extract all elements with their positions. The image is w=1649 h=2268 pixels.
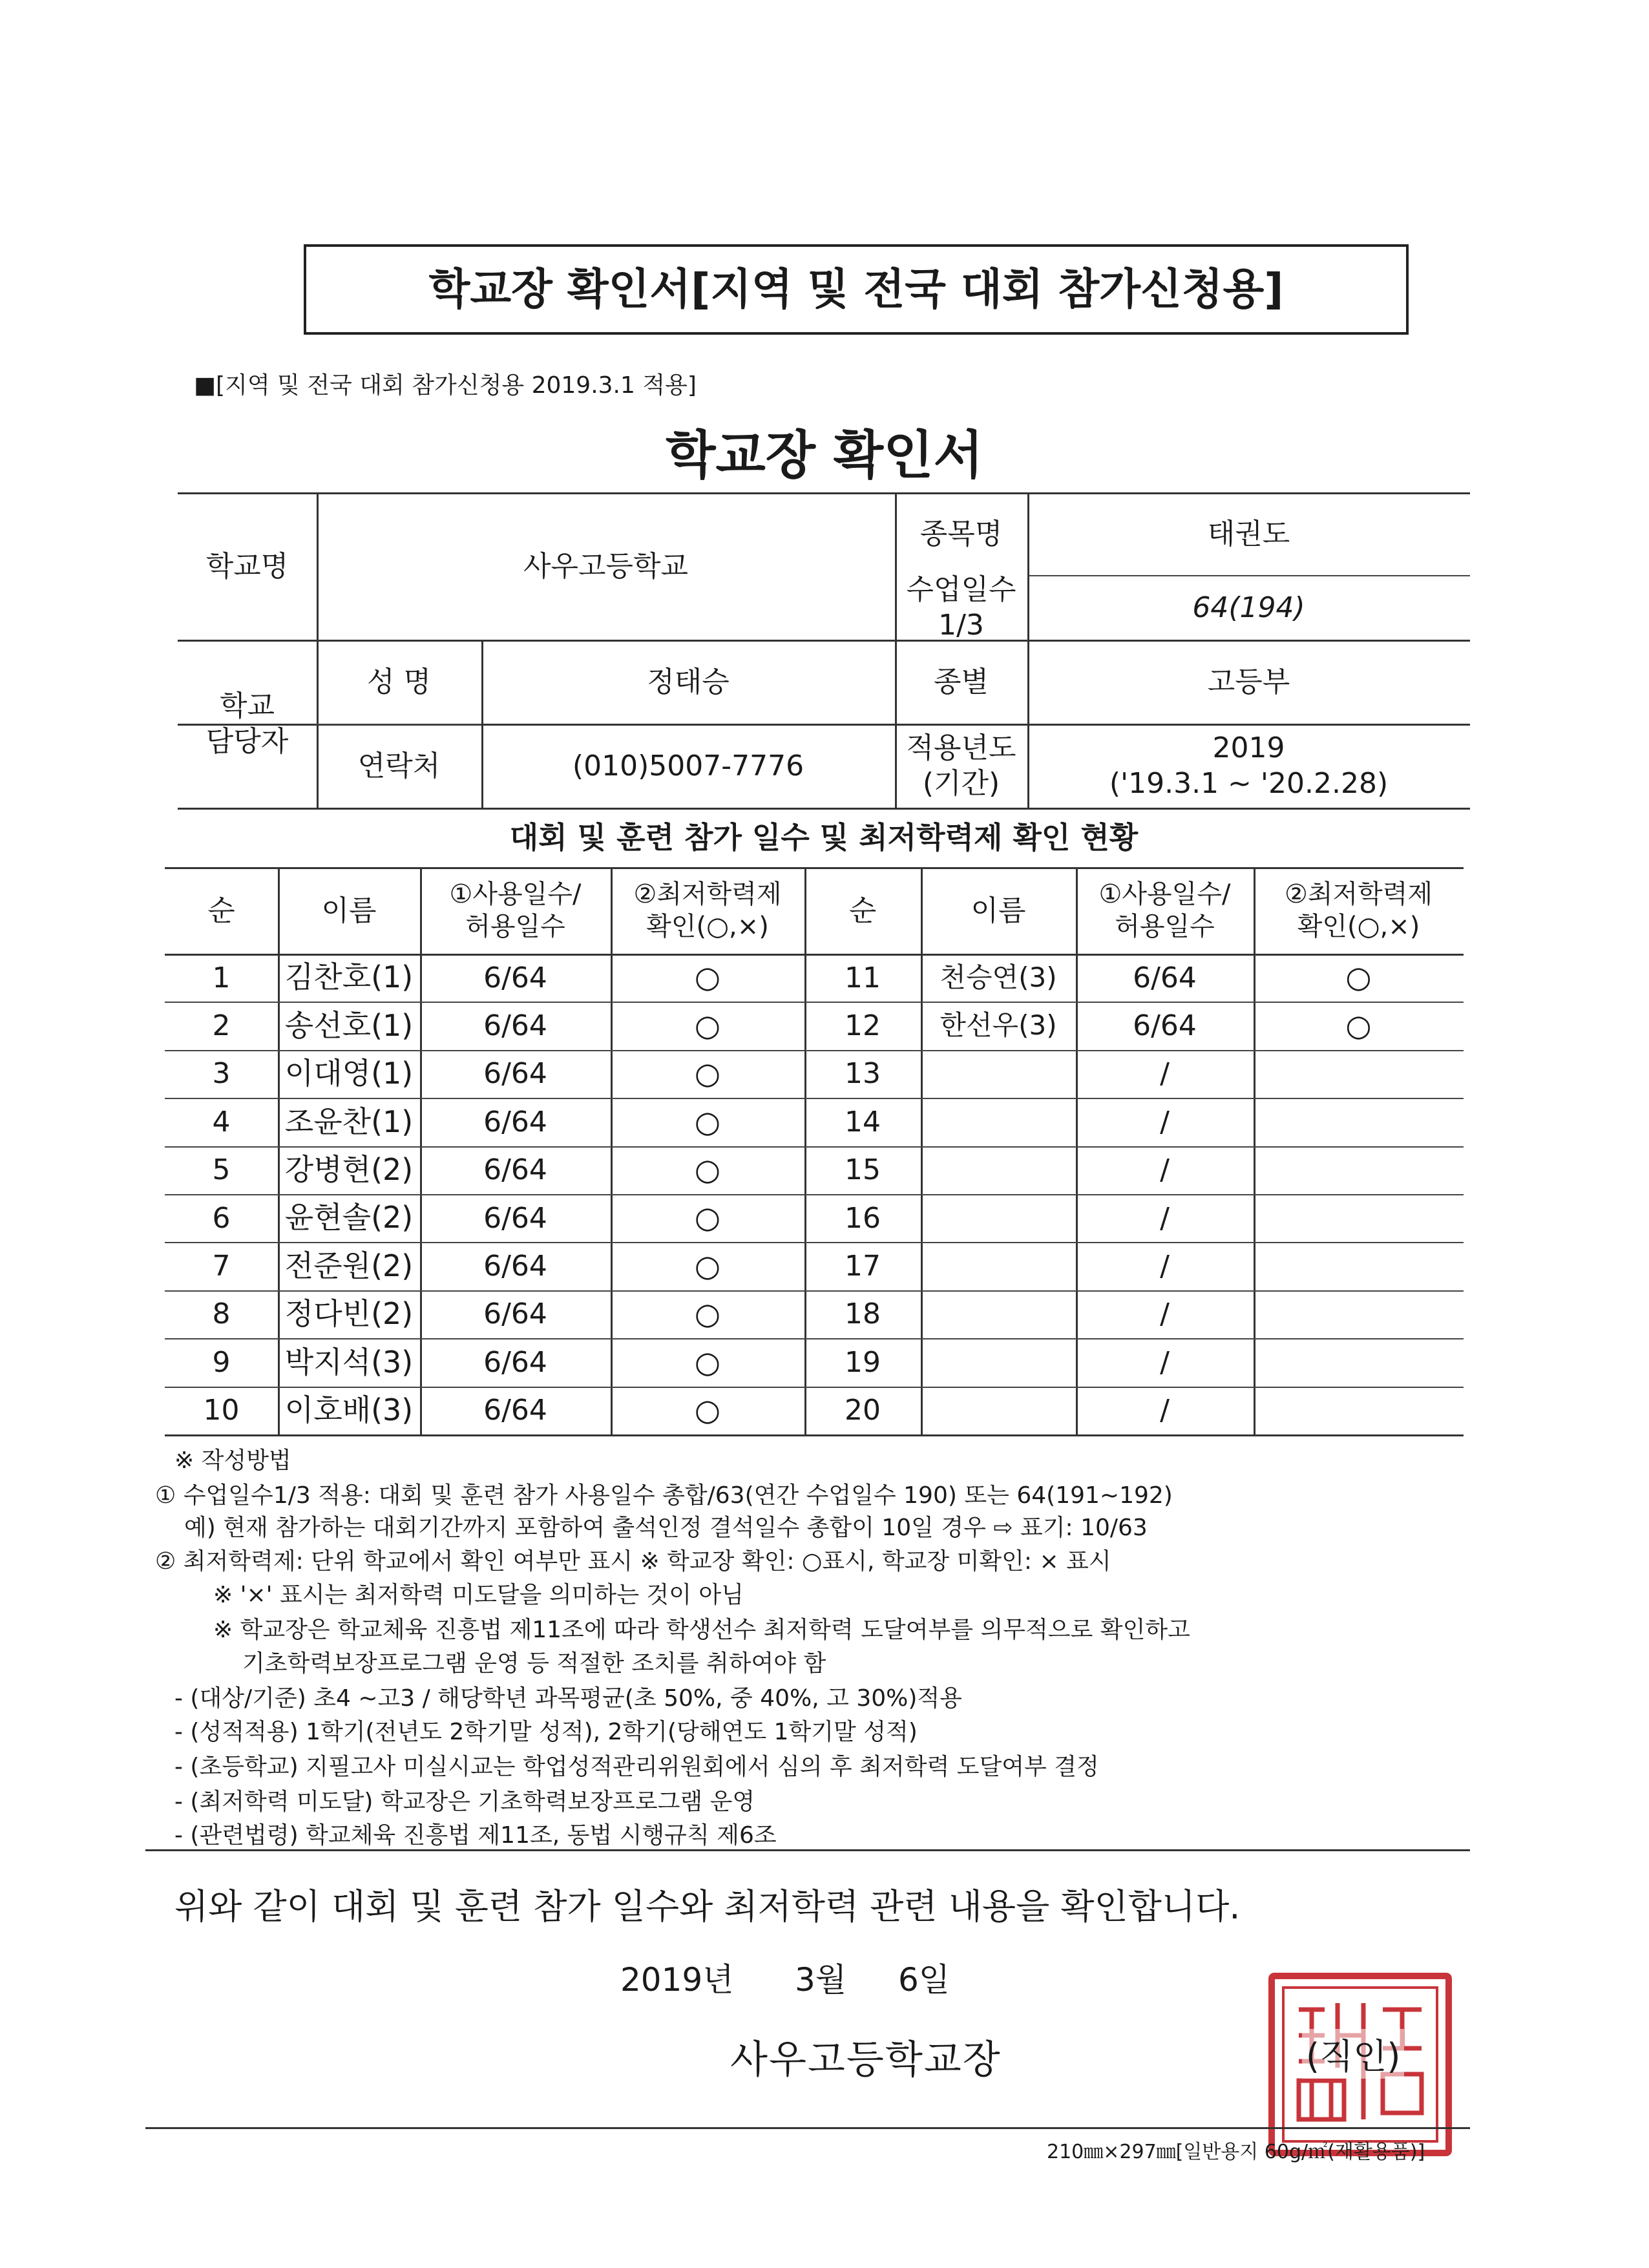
check-mark xyxy=(1254,1098,1464,1146)
row-number: 2 xyxy=(212,1009,231,1043)
header-no-left: 순 xyxy=(207,894,235,927)
notes-heading: ※ 작성방법 xyxy=(174,1447,291,1474)
days-used: / xyxy=(1160,1201,1170,1235)
days-used: / xyxy=(1160,1345,1170,1379)
check-mark xyxy=(1254,1242,1464,1290)
check-mark xyxy=(1254,1146,1464,1194)
row-number: 3 xyxy=(212,1057,231,1091)
header-days-line1: ①사용일수/ xyxy=(449,879,582,909)
note-line: - (관련법령) 학교체육 진흥법 제11조, 동법 시행규칙 제6조 xyxy=(174,1822,777,1849)
header-days-left xyxy=(420,867,611,954)
event-label: 종목명 xyxy=(919,517,1003,551)
check-mark: ○ xyxy=(694,960,721,995)
subheader: ■[지역 및 전국 대회 참가신청용 2019.3.1 적용] xyxy=(194,372,697,399)
check-mark: ○ xyxy=(694,1248,721,1283)
year-label-line2: (기간) xyxy=(922,767,1000,800)
days-used: 6/64 xyxy=(483,1153,547,1187)
student-name: 윤현솔(2) xyxy=(284,1200,414,1235)
note-line: ※ 학교장은 학교체육 진흥법 제11조에 따라 학생선수 최저학력 도달여부를 의무적으로 확인하고 xyxy=(213,1617,1190,1643)
student-name: 이대영(1) xyxy=(284,1056,414,1091)
note-line: ② 최저학력제: 단위 학교에서 확인 여부만 표시 ※ 학교장 확인: ○표시, 학교장 미확인: × 표시 xyxy=(155,1548,1111,1575)
date-day: 6일 xyxy=(898,1961,951,1999)
days-label-line1: 수업일수 xyxy=(906,573,1016,606)
row-number: 13 xyxy=(845,1057,881,1091)
days-used: / xyxy=(1160,1105,1170,1139)
check-mark xyxy=(1254,1290,1464,1338)
section-title: 대회 및 훈련 참가 일수 및 최저학력제 확인 현황 xyxy=(509,820,1139,856)
header-name-right: 이름 xyxy=(971,894,1026,927)
date-year: 2019년 xyxy=(620,1961,734,1999)
division-value: 고등부 xyxy=(1207,665,1290,698)
days-used: 6/64 xyxy=(483,1057,547,1091)
date-month: 3월 xyxy=(795,1961,847,1999)
student-name xyxy=(921,1338,1076,1386)
row-number: 9 xyxy=(212,1345,231,1379)
student-name xyxy=(921,1050,1076,1098)
signer: 사우고등학교장 xyxy=(730,2037,1002,2083)
student-name xyxy=(921,1146,1076,1194)
header-check-left xyxy=(611,867,804,954)
check-mark: ○ xyxy=(694,1007,721,1043)
event-value: 태권도 xyxy=(1207,517,1290,551)
year-value-line2: ('19.3.1 ~ '20.2.28) xyxy=(1109,767,1389,800)
row-number: 10 xyxy=(203,1394,240,1427)
row-number: 5 xyxy=(212,1153,231,1187)
student-name: 박지석(3) xyxy=(284,1344,414,1380)
check-mark: ○ xyxy=(694,1392,721,1428)
contact-group-line1: 학교 xyxy=(219,689,275,722)
year-label-line1: 적용년도 xyxy=(906,731,1016,764)
header-check-line2: 확인(○,×) xyxy=(1297,912,1420,941)
note-line: 기초학력보장프로그램 운영 등 적절한 조치를 취하여야 함 xyxy=(242,1650,826,1677)
year-label xyxy=(895,724,1027,808)
days-used: 6/64 xyxy=(483,1345,547,1379)
days-label xyxy=(895,575,1027,640)
check-mark: ○ xyxy=(1345,960,1372,995)
student-name: 송선호(1) xyxy=(284,1007,414,1043)
seal-label: (직인) xyxy=(1302,2029,1404,2079)
note-line: - (최저학력 미도달) 학교장은 기초학력보장프로그램 운영 xyxy=(174,1789,755,1815)
note-line: 예) 현재 참가하는 대회기간까지 포함하여 출석인정 결석일수 총합이 10일 경우 ⇨ 표기: 10/63 xyxy=(184,1515,1148,1541)
check-mark: ○ xyxy=(694,1104,721,1139)
row-number: 20 xyxy=(845,1394,881,1427)
check-mark: ○ xyxy=(694,1296,721,1332)
days-used: / xyxy=(1160,1250,1170,1283)
footer-divider xyxy=(145,2127,1470,2129)
check-mark: ○ xyxy=(694,1344,721,1380)
confirmation-statement: 위와 같이 대회 및 훈련 참가 일수와 최저학력 관련 내용을 확인합니다. xyxy=(174,1886,1241,1927)
year-value-line1: 2019 xyxy=(1212,731,1285,764)
days-used: 6/64 xyxy=(1133,961,1197,994)
header-check-line1: ②최저학력제 xyxy=(1284,879,1433,909)
days-used: 6/64 xyxy=(1133,1009,1197,1043)
header-no-right: 순 xyxy=(848,894,877,927)
days-used: / xyxy=(1160,1153,1170,1187)
days-used: 6/64 xyxy=(483,1009,547,1043)
check-mark: ○ xyxy=(694,1200,721,1235)
row-number: 15 xyxy=(845,1153,881,1187)
student-name: 천승연(3) xyxy=(940,961,1057,993)
days-used: 6/64 xyxy=(483,961,547,994)
student-name: 전준원(2) xyxy=(284,1248,414,1283)
note-line: - (성적적용) 1학기(전년도 2학기말 성적), 2학기(당해연도 1학기말 성적) xyxy=(174,1719,918,1745)
header-check-right xyxy=(1254,867,1464,954)
contact-group-label xyxy=(178,640,317,808)
check-mark xyxy=(1254,1338,1464,1386)
row-number: 18 xyxy=(845,1297,881,1331)
check-mark xyxy=(1254,1194,1464,1242)
row-number: 11 xyxy=(845,961,881,994)
days-used: / xyxy=(1160,1057,1170,1091)
row-number: 16 xyxy=(845,1201,881,1235)
name-label: 성 명 xyxy=(367,665,431,698)
row-number: 14 xyxy=(845,1105,881,1139)
school-label: 학교명 xyxy=(205,549,289,583)
check-mark xyxy=(1254,1050,1464,1098)
days-used: 6/64 xyxy=(483,1250,547,1283)
row-number: 7 xyxy=(212,1250,231,1283)
student-name xyxy=(921,1387,1076,1434)
days-used: / xyxy=(1160,1297,1170,1331)
header-days-line2: 허용일수 xyxy=(1115,912,1215,941)
days-used: 6/64 xyxy=(483,1297,547,1331)
note-line: - (초등학교) 지필고사 미실시교는 학업성적관리위원회에서 심의 후 최저학력 도달여부 결정 xyxy=(174,1754,1099,1780)
check-mark xyxy=(1254,1387,1464,1434)
header-days-line2: 허용일수 xyxy=(465,912,565,941)
student-name xyxy=(921,1242,1076,1290)
row-number: 19 xyxy=(845,1345,881,1379)
check-mark: ○ xyxy=(694,1152,721,1188)
row-number: 17 xyxy=(845,1250,881,1283)
row-number: 4 xyxy=(212,1105,231,1139)
paper-spec-footer: 210㎜×297㎜[일반용지 60g/㎡(재활용품)] xyxy=(1047,2141,1425,2163)
student-name: 강병현(2) xyxy=(284,1152,414,1188)
note-line: ※ '×' 표시는 최저학력 미도달을 의미하는 것이 아님 xyxy=(213,1582,744,1608)
days-used: / xyxy=(1160,1394,1170,1427)
check-mark: ○ xyxy=(694,1056,721,1091)
student-name: 정다빈(2) xyxy=(284,1296,414,1332)
phone-label: 연락처 xyxy=(357,749,441,782)
row-number: 1 xyxy=(212,961,231,994)
phone-value: (010)5007-7776 xyxy=(572,749,804,782)
doc-title: 학교장 확인서 xyxy=(666,425,983,485)
school-value: 사우고등학교 xyxy=(523,549,689,583)
student-name xyxy=(921,1098,1076,1146)
row-number: 6 xyxy=(212,1201,231,1235)
banner-title: 학교장 확인서[지역 및 전국 대회 참가신청용] xyxy=(428,264,1284,314)
student-name: 이호배(3) xyxy=(284,1392,414,1428)
days-used: 6/64 xyxy=(483,1105,547,1139)
note-line: - (대상/기준) 초4 ~고3 / 해당학년 과목평균(초 50%, 중 40%, 고 30%)적용 xyxy=(174,1685,962,1712)
year-value xyxy=(1027,724,1470,808)
days-used: 6/64 xyxy=(483,1394,547,1427)
header-check-line2: 확인(○,×) xyxy=(646,912,769,941)
notes-divider xyxy=(145,1849,1470,1851)
student-name: 김찬호(1) xyxy=(284,960,414,995)
row-number: 8 xyxy=(212,1297,231,1331)
days-used: 6/64 xyxy=(483,1201,547,1235)
student-name xyxy=(921,1194,1076,1242)
days-value: 64(194) xyxy=(1192,591,1305,624)
header-days-line1: ①사용일수/ xyxy=(1098,879,1231,909)
check-mark: ○ xyxy=(1345,1007,1372,1043)
header-name-left: 이름 xyxy=(321,894,377,927)
student-name: 한선우(3) xyxy=(940,1009,1057,1042)
student-name xyxy=(921,1290,1076,1338)
header-days-right xyxy=(1076,867,1254,954)
student-name: 조윤찬(1) xyxy=(284,1104,414,1139)
row-number: 12 xyxy=(845,1009,881,1043)
contact-group-line2: 담당자 xyxy=(205,725,289,758)
name-value: 정태승 xyxy=(647,665,730,698)
division-label: 종별 xyxy=(933,665,989,698)
header-check-line1: ②최저학력제 xyxy=(633,879,782,909)
days-label-line2: 1/3 xyxy=(938,609,984,642)
note-line: ① 수업일수1/3 적용: 대회 및 훈련 참가 사용일수 총합/63(연간 수업일수 190) 또는 64(191~192) xyxy=(155,1482,1173,1509)
